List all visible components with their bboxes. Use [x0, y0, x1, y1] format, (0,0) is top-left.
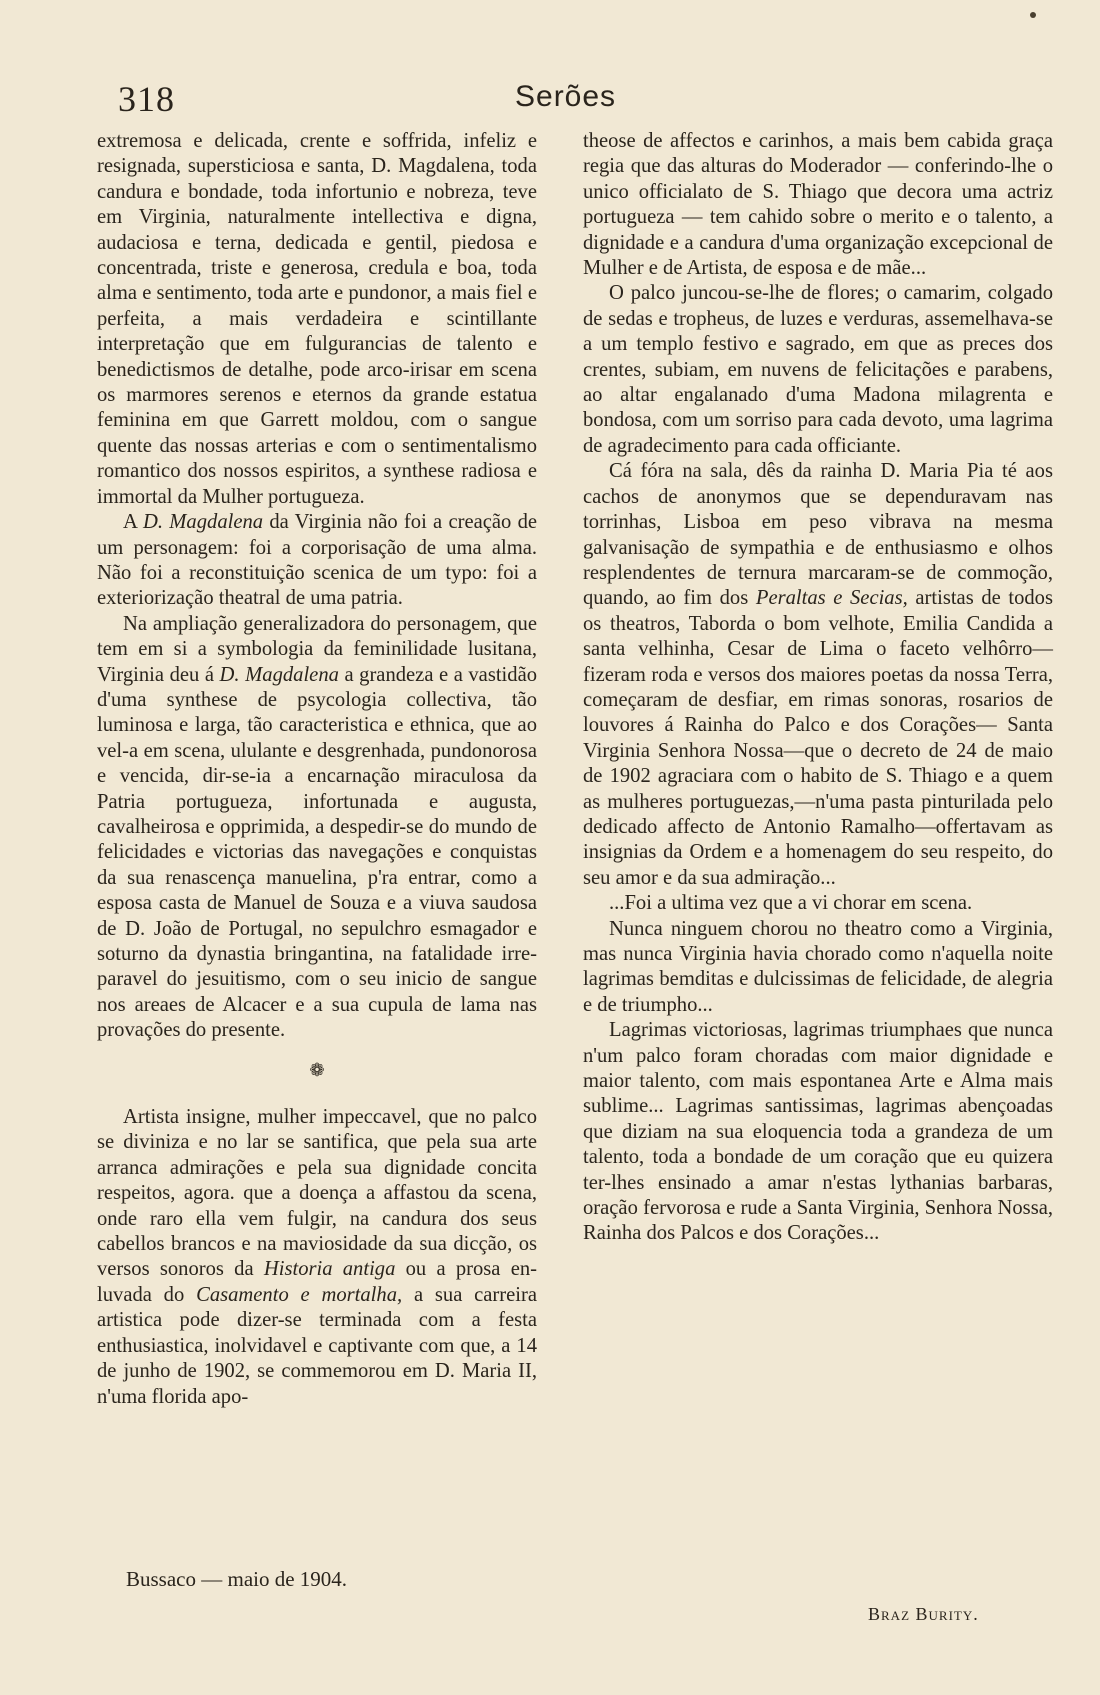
work-title: Historia antiga	[263, 1258, 396, 1281]
paragraph: ...Foi a ultima vez que a vi chorar em scena.	[609, 892, 973, 915]
work-title: D. Magdalena	[219, 663, 339, 686]
paragraph: Artista insigne, mulher impeccavel, que no palco se diviniza e no lar se santifica, que pela sua arte arranca admirações e pela sua dignidade concita respeitos, agora. que a doença a affastou da scena, onde raro ella vem fulgir, na candura dos seus cabellos brancos e na maviosidade da sua dicção, os versos sonoros da Historia antiga ou a prosa enluvada do Casamento e mortalha, a sua carreira artistica pode dizer-se terminada com a festa enthusiastica, inolvidavel e captivante com que, a 14 de junho de 1902, se commemorou em D. Maria II, n'uma florida apo-	[97, 1106, 537, 1408]
work-title: D. Magdalena	[143, 511, 264, 534]
work-title: Peraltas e Secias,	[755, 587, 908, 610]
printer-dot	[1030, 12, 1036, 18]
paragraph: Na ampliação generalizadora do personagem, que tem em si a symbologia da feminilidade lusitana, Virginia deu á D. Magdalena a grandeza e a vastidão d'uma synthese de psycologia collectiva, tão luminosa e larga, tão caracteristica e ethnica, que ao vel-a em scena, ululante e desgrenhada, pundonorosa e vencida, dir-se-ia a encarnação miraculosa da Patria portugueza, infortunada e augusta, cavalheirosa e opprimida, a despedir-se do mundo de felicidades e victorias das navegações e conquistas da sua renascença manuelina, p'ra entrar, como a esposa casta de Manuel de Souza e a viuva saudosa de D. João de Portugal, no sepulchro esmagador e soturno da dynastia bringantina, na fatalidade irreparavel do jesuitismo, com o seu inicio de sangue nos areaes de Alcacer e a sua cupula de lama nas provações do presente.	[97, 612, 538, 1042]
place-date: Bussaco — maio de 1904.	[126, 1567, 348, 1591]
paragraph: Cá fóra na sala, dês da rainha D. Maria Pia té aos cachos de anonymos que se dependuravam nas torrinhas, Lisboa em peso vibrava na mesma galvanisação de sympathia e de enthusiasmo e olhos resplendentes de ternura marcaram-se de commoção, quando, ao fim dos Peraltas e Secias, artistas de todos os theatros, Taborda o bom velhote, Emilia Candida a santa velhinha, Cesar de Lima o faceto velhôrro—fizeram roda e versos dos maiores poetas da nossa Terra, começaram de desfiar, em rimas sonoras, rosarios de louvores á Rainha do Palco e dos Corações— Santa Virginia Senhora Nossa—que o decreto de 24 de maio de 1902 agraciara com o habito de S. Thiago e a quem as mulheres portuguezas,—n'uma pasta pinturilada pelo dedicado affecto de Antonio Ramalho—offertavam as insignias da Ordem e a homenagem do seu respeito, do seu amor e da sua admiração...	[583, 460, 1053, 889]
paragraph: theose de affectos e carinhos, a mais bem cabida graça regia que das alturas do Moderador — conferindo-lhe o unico officialato de S. Thiago que decora uma actriz portugueza — tem cahido sobre o merito e o talento, a dignidade e a candura d'uma organização excepcional de Mulher e de Artista, de esposa e de mãe...	[583, 130, 1053, 280]
paragraph: extremosa e delicada, crente e soffrida, infeliz e resignada, supersticiosa e santa, D. Magdalena, toda candura e bondade, toda infortunio e nobreza, teve em Virginia, naturalmente intellectiva e digna, audaciosa e terna, dedicada e gentil, piedosa e concentrada, triste e generosa, credula e boa, toda alma e sentimento, toda arte e pundonor, a mais fiel e perfeita, a mais verdadeira e scintillante interpretação que em fulgurancias de talento e benedictismos de detalhe, pode arco-irisar em scena os marmores serenos e eternos da grande estatua feminina em que Garrett moldou, com o sangue quente das nossas arterias e com o sentimentalismo romantico dos nossos espiritos, a synthese radiosa e immortal da Mulher portugueza.	[97, 130, 537, 508]
work-title: Casamento e mortalha,	[196, 1283, 403, 1306]
paragraph: Nunca ninguem chorou no theatro como a Virginia, mas nunca Virginia havia chorado como n'aquella noite lagrimas bemditas e dulcissimas de felicidade, de alegria e de triumpho...	[583, 917, 1053, 1016]
paragraph: O palco juncou-se-lhe de flores; o camarim, colgado de sedas e tropheus, de luzes e verduras, assemelhava-se a um templo festivo e sagrado, em que as preces dos crentes, subiam, em nuvens de felicitações e parabens, ao altar engalanado d'uma Madona milagrenta e bondosa, com um sorriso para cada devoto, uma lagrima de agradecimento para cada officiante.	[583, 282, 1053, 457]
page-number: 318	[118, 79, 175, 119]
section-ornament-icon: ❁	[309, 1059, 325, 1080]
left-column	[97, 129, 537, 1410]
running-title: Serões	[515, 80, 617, 113]
right-column	[583, 129, 1053, 1247]
paragraph: Lagrimas victoriosas, lagrimas triumphaes que nunca n'um palco foram choradas com maior dignidade e maior talento, com mais espontanea Arte e Alma mais sublime... Lagrimas santissimas, lagrimas abençoadas que diziam na sua eloquencia toda a grandeza de um talento, toda a bondade de um coração que eu quizera ter-lhes ensinado a amar n'estas lythanias barbaras, oração fervorosa e rude a Santa Virginia, Senhora Nossa, Rainha dos Palcos e dos Corações...	[583, 1019, 1053, 1245]
author-signature: Braz Burity.	[868, 1604, 979, 1624]
paragraph: A D. Magdalena da Virginia não foi a creação de um personagem: foi a corporisação de uma alma. Não foi a reconstituição scenica de um typo: foi a exteriorização theatral de uma patria.	[97, 511, 538, 610]
